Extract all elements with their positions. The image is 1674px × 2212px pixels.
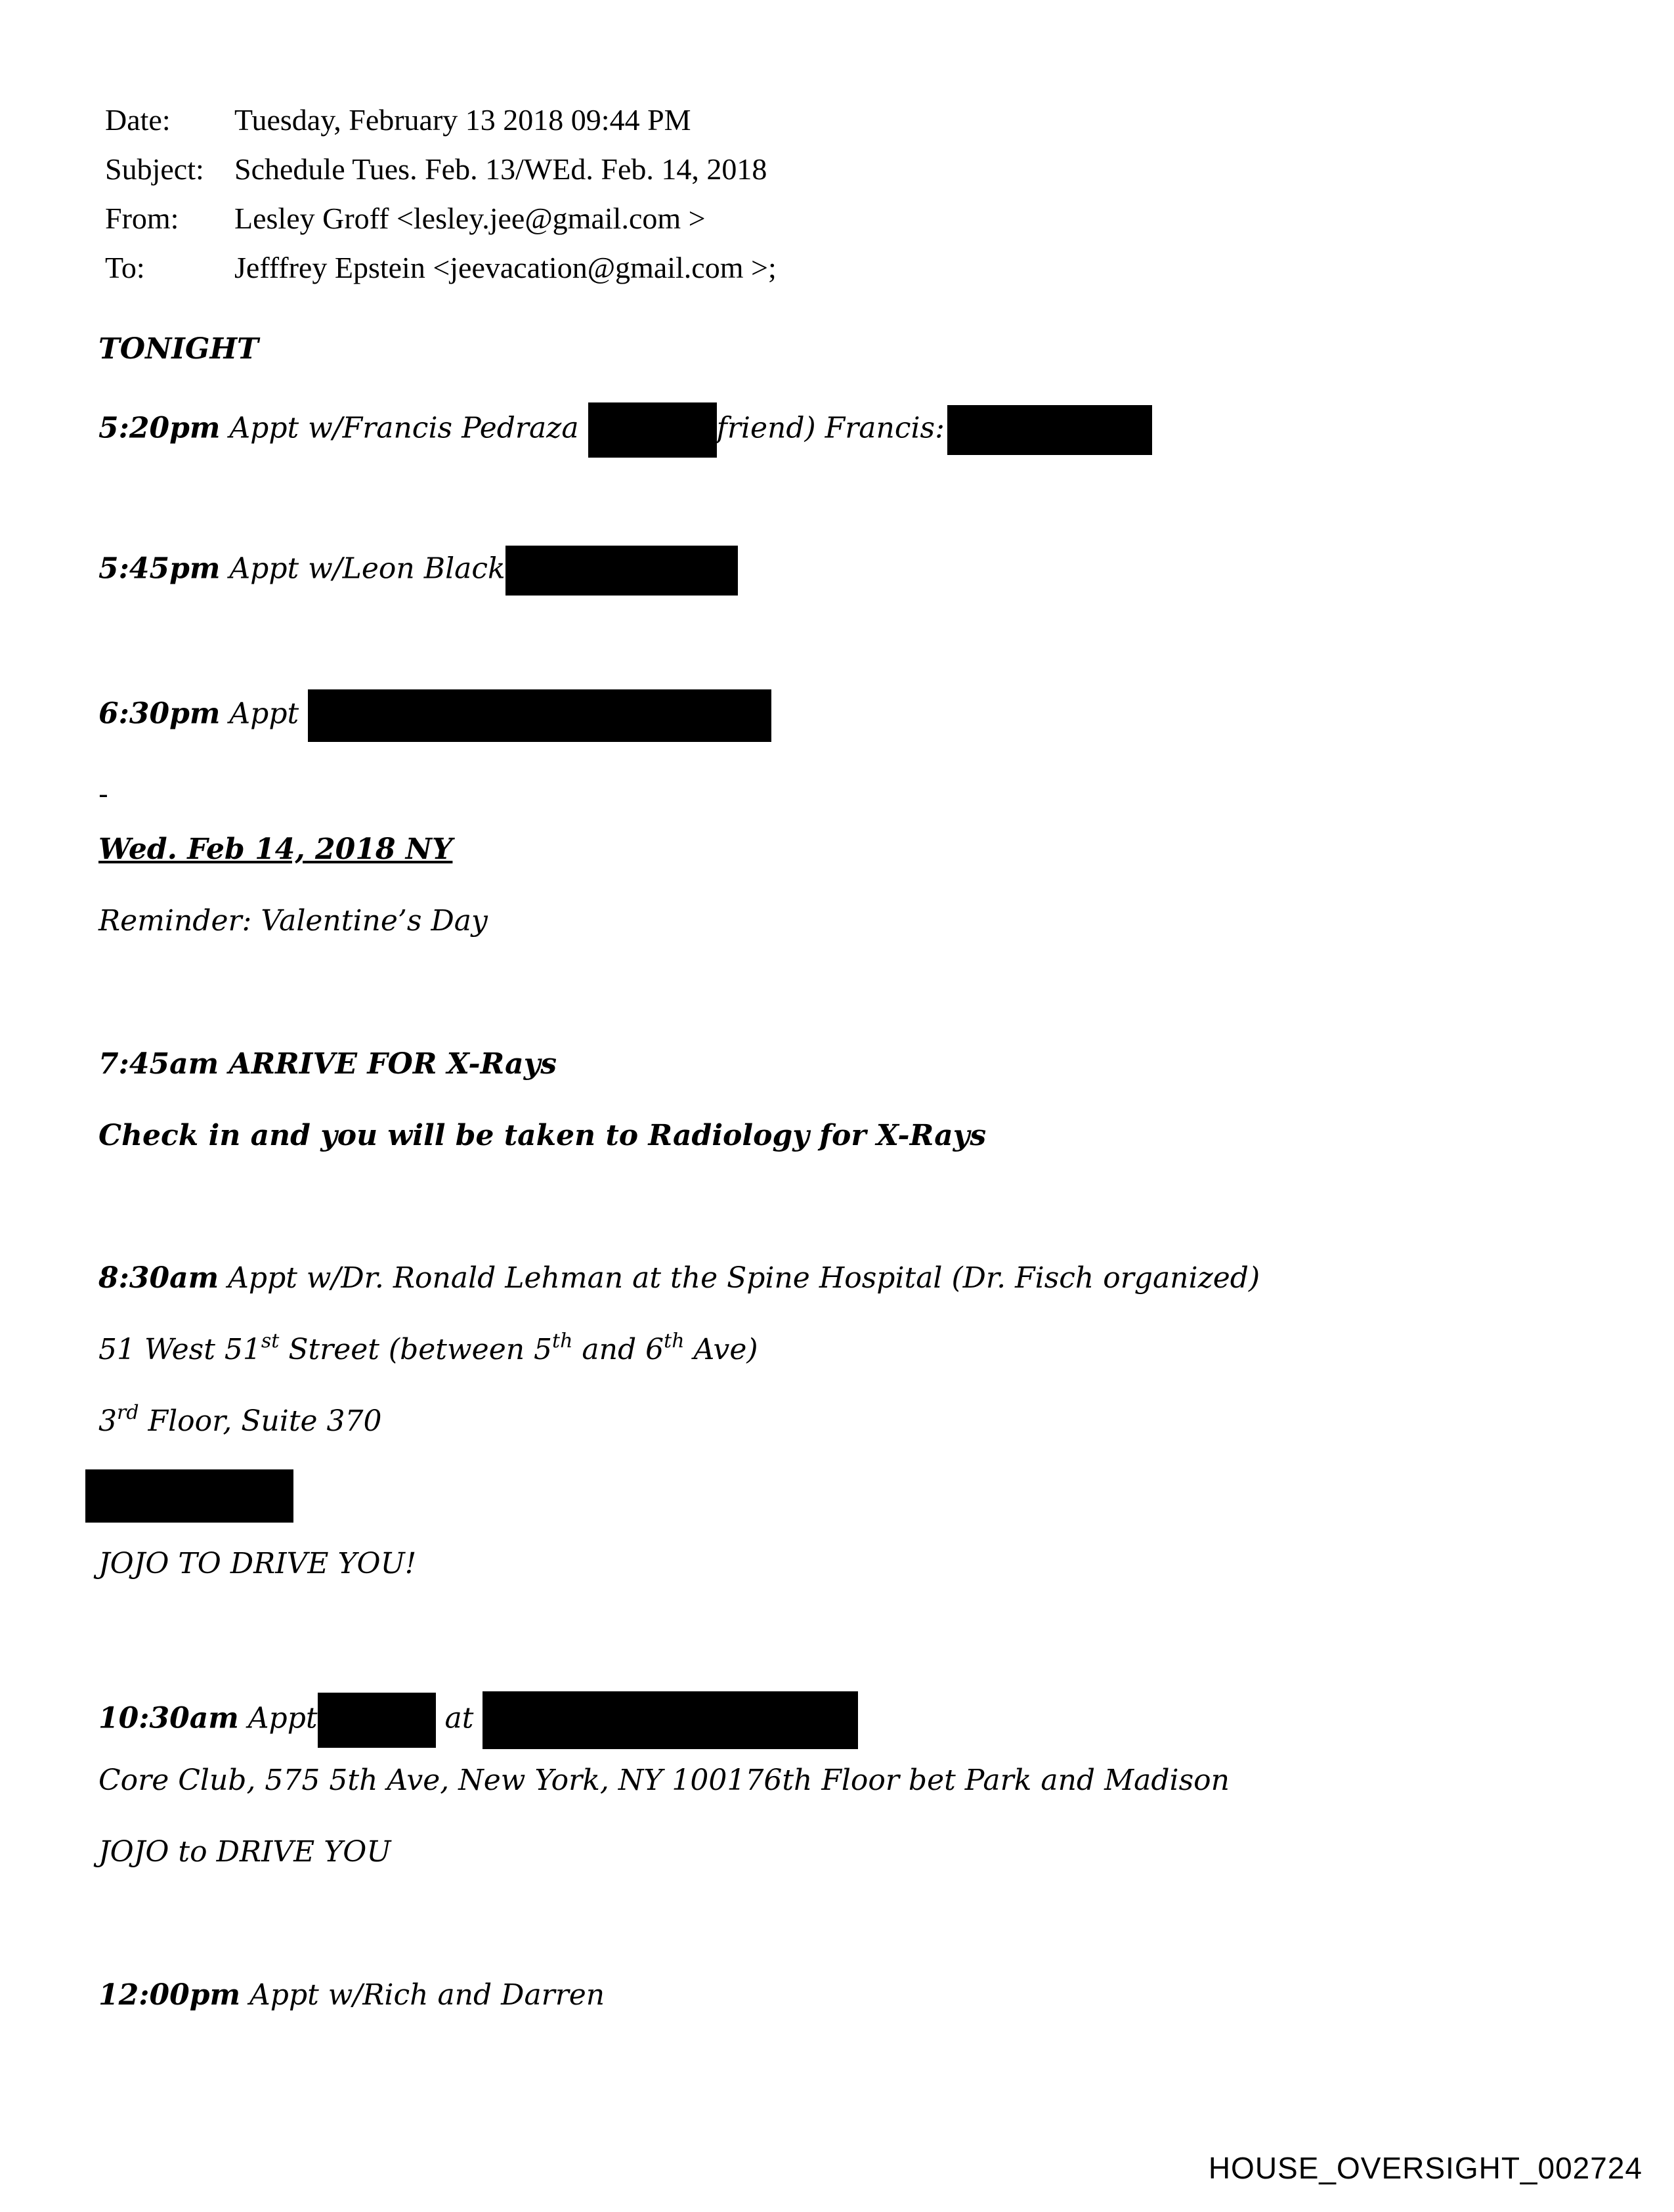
redaction-block [483, 1691, 858, 1749]
address-line [98, 1332, 758, 1368]
appointment-text: Appt w/Francis Pedraza [220, 411, 588, 445]
floor-text: Floor, Suite 370 [139, 1404, 382, 1438]
appointment-time: 8:30am [98, 1261, 219, 1295]
header-to-row [105, 243, 777, 292]
floor-text: 3 [98, 1404, 117, 1438]
address-text: and 6 [572, 1333, 664, 1366]
appointment-line [98, 1978, 605, 2013]
header-from-row [105, 194, 777, 243]
appointment-text: Appt w/Leon Black [220, 552, 505, 586]
redaction-block [588, 402, 717, 458]
email-header [105, 95, 777, 292]
header-label: Subject: [105, 152, 204, 186]
bates-number: HOUSE_OVERSIGHT_002724 [1208, 2151, 1642, 2185]
ordinal-suffix: th [664, 1330, 685, 1353]
appointment-line [98, 1261, 1260, 1296]
address-text: 51 West 51 [98, 1333, 261, 1366]
xray-line: 7:45am ARRIVE FOR X-Rays [98, 1047, 557, 1081]
appointment-line [98, 402, 1152, 458]
driver-note: JOJO TO DRIVE YOU! [98, 1547, 417, 1580]
redaction-block [505, 546, 738, 596]
appointment-time: 5:20pm [98, 411, 221, 445]
address-text: Ave) [684, 1333, 758, 1366]
appointment-text: at [435, 1701, 483, 1735]
appointment-time: 12:00pm [98, 1978, 241, 2012]
redaction-block [85, 1469, 293, 1523]
appointment-text: Appt [220, 697, 309, 731]
dash-separator: - [98, 777, 108, 811]
appointment-text: Appt [238, 1701, 318, 1735]
appointment-text: Appt w/Rich and Darren [240, 1978, 605, 2012]
wednesday-heading: Wed. Feb 14, 2018 NY [98, 833, 453, 866]
redaction-block [318, 1693, 436, 1748]
address-text: Street (between 5 [279, 1333, 553, 1366]
header-label: Date: [105, 103, 171, 137]
ordinal-suffix: st [261, 1330, 280, 1353]
header-value: Jefffrey Epstein <jeevacation@gmail.com >; [234, 251, 777, 284]
header-value: Schedule Tues. Feb. 13/WEd. Feb. 14, 2018 [234, 152, 767, 186]
floor-line [98, 1401, 382, 1439]
reminder-line: Reminder: Valentine’s Day [98, 904, 488, 938]
appointment-time: 10:30am [98, 1701, 239, 1735]
tonight-heading: TONIGHT [98, 332, 259, 366]
ordinal-suffix: rd [117, 1401, 139, 1424]
header-label: From: [105, 202, 179, 235]
header-label: To: [105, 251, 145, 284]
driver-note: JOJO to DRIVE YOU [98, 1835, 391, 1869]
ordinal-suffix: th [552, 1330, 573, 1353]
appointment-time: 5:45pm [98, 552, 221, 586]
appointment-text: friend) Francis: [716, 411, 945, 445]
header-value: Tuesday, February 13 2018 09:44 PM [234, 103, 691, 137]
appointment-text: Appt w/Dr. Ronald Lehman at the Spine Hospital (Dr. Fisch organized) [219, 1261, 1260, 1295]
redaction-block [308, 689, 771, 742]
xray-note: Check in and you will be taken to Radiology for X-Rays [98, 1119, 987, 1152]
appointment-line [98, 1691, 858, 1749]
appointment-time: 6:30pm [98, 697, 221, 731]
appointment-line [98, 546, 738, 596]
header-subject-row [105, 144, 777, 194]
header-value: Lesley Groff <lesley.jee@gmail.com > [234, 202, 706, 235]
appointment-line [98, 689, 771, 742]
header-date-row [105, 95, 777, 144]
redaction-block [947, 405, 1152, 455]
address-line: Core Club, 575 5th Ave, New York, NY 100176th Floor bet Park and Madison [98, 1764, 1230, 1797]
